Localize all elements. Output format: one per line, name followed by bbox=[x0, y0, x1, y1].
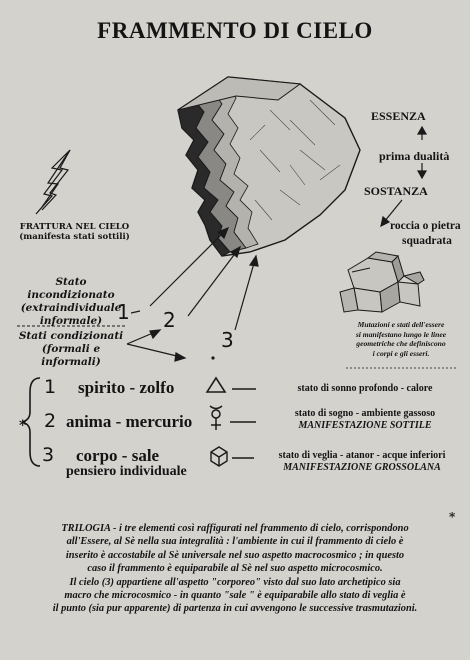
hand-number-2: 2 bbox=[163, 308, 176, 332]
stato-incondizionato-label bbox=[17, 276, 125, 328]
frattura-caption bbox=[12, 222, 137, 242]
mutazioni-caption bbox=[344, 320, 458, 358]
trilogia-line: inserito è accostabile al Sè universale nel suo aspetto macrocosmico ; in questo bbox=[65, 549, 405, 561]
incond-line3: informale) bbox=[39, 315, 103, 327]
asterisk-mark: * bbox=[19, 418, 27, 434]
trilogia-line: macro che microcosmico - in quanto "sale " è equiparabile allo stato di veglia è bbox=[64, 590, 406, 602]
trilogia-line: Il cielo (3) appartiene all'aspetto "corporeo" visto dal suo lato archetipico sia bbox=[69, 576, 401, 588]
lightning-icon bbox=[36, 150, 70, 214]
row-number-1: 1 bbox=[44, 376, 57, 398]
row-desc-3-line2: MANIFESTAZIONE GROSSOLANA bbox=[283, 462, 441, 473]
hand-number-3: 3 bbox=[221, 328, 234, 352]
cond-line1: Stati condizionati bbox=[18, 330, 124, 342]
row-sub-pensiero: pensiero individuale bbox=[66, 464, 187, 479]
trilogia-line: il punto (sia pur apparente) di partenza in cui avvengono le successive trasmutazioni. bbox=[52, 603, 418, 615]
row-desc-2 bbox=[262, 408, 468, 432]
label-roccia: roccia o pietra bbox=[390, 220, 461, 232]
dash-lines bbox=[230, 389, 256, 458]
trilogia-line: all'Essere, al Sè nella sua integralità : l'ambiente in cui il frammento di cielo è bbox=[66, 536, 404, 548]
mercury-symbol-icon bbox=[210, 406, 222, 430]
frattura-line1: FRATTURA NEL CIELO bbox=[19, 222, 130, 232]
pointer-arrows bbox=[127, 228, 258, 361]
mutazioni-line: si manifestano lungo le linee bbox=[355, 329, 447, 339]
page-title: FRAMMENTO DI CIELO bbox=[97, 18, 373, 43]
triangle-icon bbox=[207, 378, 225, 392]
hand-number-1: 1 bbox=[117, 300, 130, 324]
label-squadrata: squadrata bbox=[402, 235, 452, 247]
right-arrows bbox=[381, 127, 426, 226]
row-desc-3 bbox=[256, 450, 468, 474]
mutazioni-line: i corpi e gli esseri. bbox=[372, 348, 430, 358]
cube-icon bbox=[211, 447, 227, 466]
row-desc-2-line2: MANIFESTAZIONE SOTTILE bbox=[298, 420, 432, 431]
squared-stones bbox=[340, 252, 424, 312]
row-label-anima: anima - mercurio bbox=[66, 412, 193, 431]
row-desc-2-line1: stato di sogno - ambiente gassoso bbox=[294, 408, 436, 419]
row-desc-1 bbox=[262, 383, 468, 395]
row-number-3: 3 bbox=[42, 444, 55, 466]
row-desc-3-line1: stato di veglia - atanor - acque inferiori bbox=[278, 450, 446, 461]
label-essenza: ESSENZA bbox=[371, 109, 426, 123]
trilogia-paragraph bbox=[14, 522, 456, 616]
stati-condizionati-label bbox=[14, 330, 128, 369]
frattura-line2: (manifesta stati sottili) bbox=[19, 232, 130, 242]
cond-line2: (formali e informali) bbox=[41, 343, 101, 368]
trilogia-asterisk: * bbox=[449, 510, 456, 524]
mutazioni-line: Mutazioni e stati dell'essere bbox=[357, 320, 445, 329]
trilogia-line: TRILOGIA - i tre elementi così raffigurati nel frammento di cielo, corrispondono bbox=[61, 523, 409, 534]
incond-line2: (extraindividuale bbox=[20, 302, 122, 314]
row-desc-1-line1: stato di sonno profondo - calore bbox=[297, 383, 433, 394]
trilogia-line: caso il frammento è equiparabile al Sè nel suo aspetto microcosmico. bbox=[87, 563, 383, 575]
row-label-corpo: corpo - sale bbox=[76, 446, 160, 465]
label-sostanza: SOSTANZA bbox=[364, 184, 428, 198]
row-label-spirito: spirito - zolfo bbox=[78, 378, 175, 397]
sky-fragment-rock bbox=[178, 77, 360, 256]
incond-line1: Stato incondizionato bbox=[27, 276, 115, 301]
dot-mark bbox=[211, 356, 214, 359]
row-number-2: 2 bbox=[44, 410, 57, 432]
label-prima-dualita: prima dualità bbox=[379, 149, 450, 163]
mutazioni-line: geometriche che definiscono bbox=[356, 339, 446, 348]
